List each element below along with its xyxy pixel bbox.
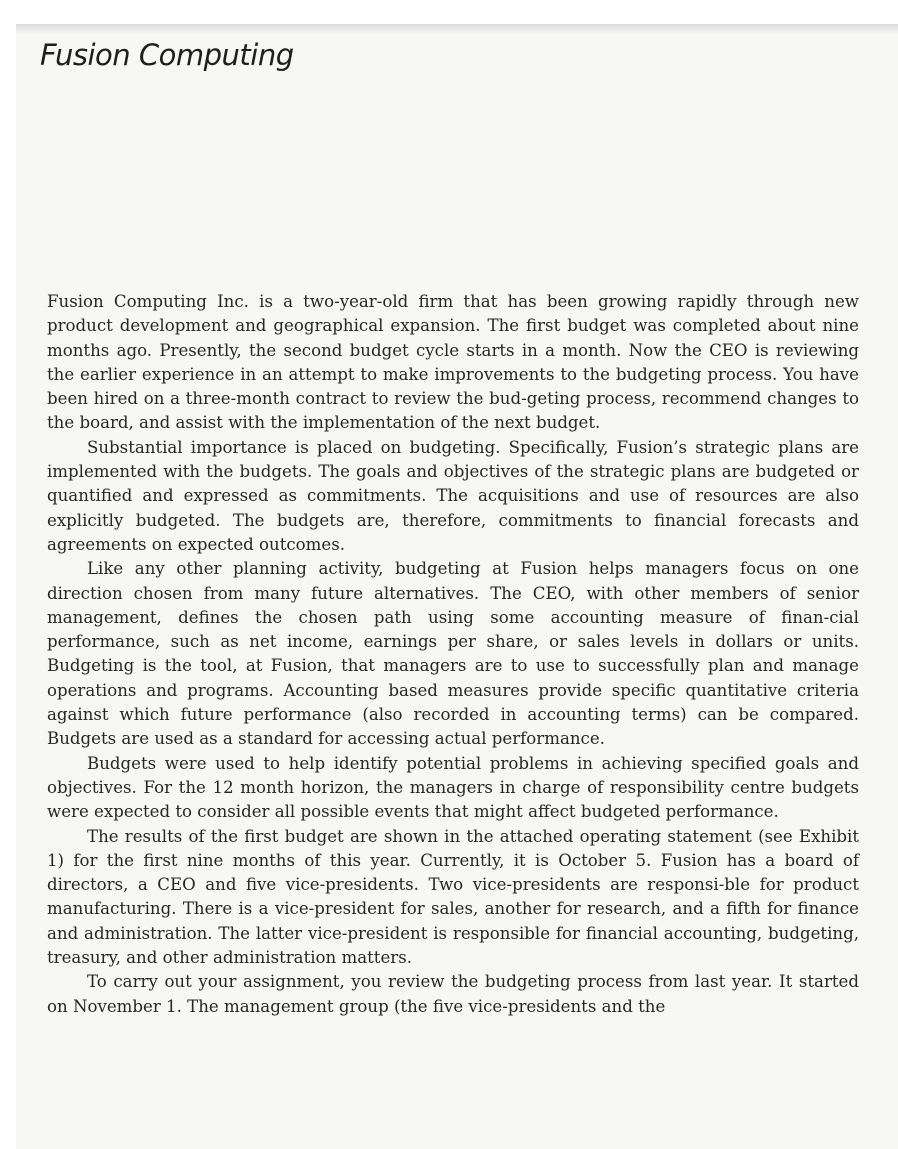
page-top-margin bbox=[16, 0, 898, 26]
paragraph-2: Substantial importance is placed on budgeting. Specifically, Fusion’s strategic plans are implemented with the budgets. The goals and objectives of the strategic plans are budgeted or quantified and expressed as commitments. The acquisitions and use of resources are also explicitly budgeted. The budgets are, therefore, commitments to financial forecasts and agreements on expected outcomes. bbox=[47, 437, 859, 554]
paragraph-6: To carry out your assignment, you review the budgeting process from last year. It started on November 1. The management group (the five vice-presidents and the bbox=[47, 972, 859, 1016]
page-top-shadow bbox=[16, 24, 898, 34]
paragraph-4: Budgets were used to help identify potential problems in achieving specified goals and objectives. For the 12 month horizon, the managers in charge of responsibility centre budgets were expected to consider all possible events that might affect budgeted performance. bbox=[47, 753, 859, 822]
paragraph-1: Fusion Computing Inc. is a two-year-old firm that has been growing rapidly through new product development and geographical expansion. The first budget was completed about nine months ago. Presently, the second budget cycle starts in a month. Now the CEO is reviewing the earlier experience in an attempt to make improvements to the budgeting process. You have been hired on a three-month contract to review the bud-geting process, recommend changes to the board, and assist with the implementation of the next budget. bbox=[47, 292, 859, 433]
paragraph-5: The results of the first budget are shown in the attached operating statement (see Exhibit 1) for the first nine months of this year. Currently, it is October 5. Fusion has a board of directors, a CEO and five vice-presidents. Two vice-presidents are responsi-ble for product manufacturing. There is a vice-president for sales, another for research, and a fifth for finance and administration. The latter vice-president is responsible for financial accounting, budgeting, treasury, and other administration matters. bbox=[47, 826, 859, 968]
document-page bbox=[16, 0, 898, 1149]
page-title: Fusion Computing bbox=[40, 38, 294, 72]
body-text bbox=[47, 290, 859, 1019]
paragraph-3: Like any other planning activity, budgeting at Fusion helps managers focus on one direction chosen from many future alternatives. The CEO, with other members of senior management, defines the chosen path using some accounting measure of finan-cial performance, such as net income, earnings per share, or sales levels in dollars or units. Budgeting is the tool, at Fusion, that managers are to use to successfully plan and manage operations and programs. Accounting based measures provide specific quantitative criteria against which future performance (also recorded in accounting terms) can be compared. Budgets are used as a standard for accessing actual performance. bbox=[47, 559, 859, 749]
